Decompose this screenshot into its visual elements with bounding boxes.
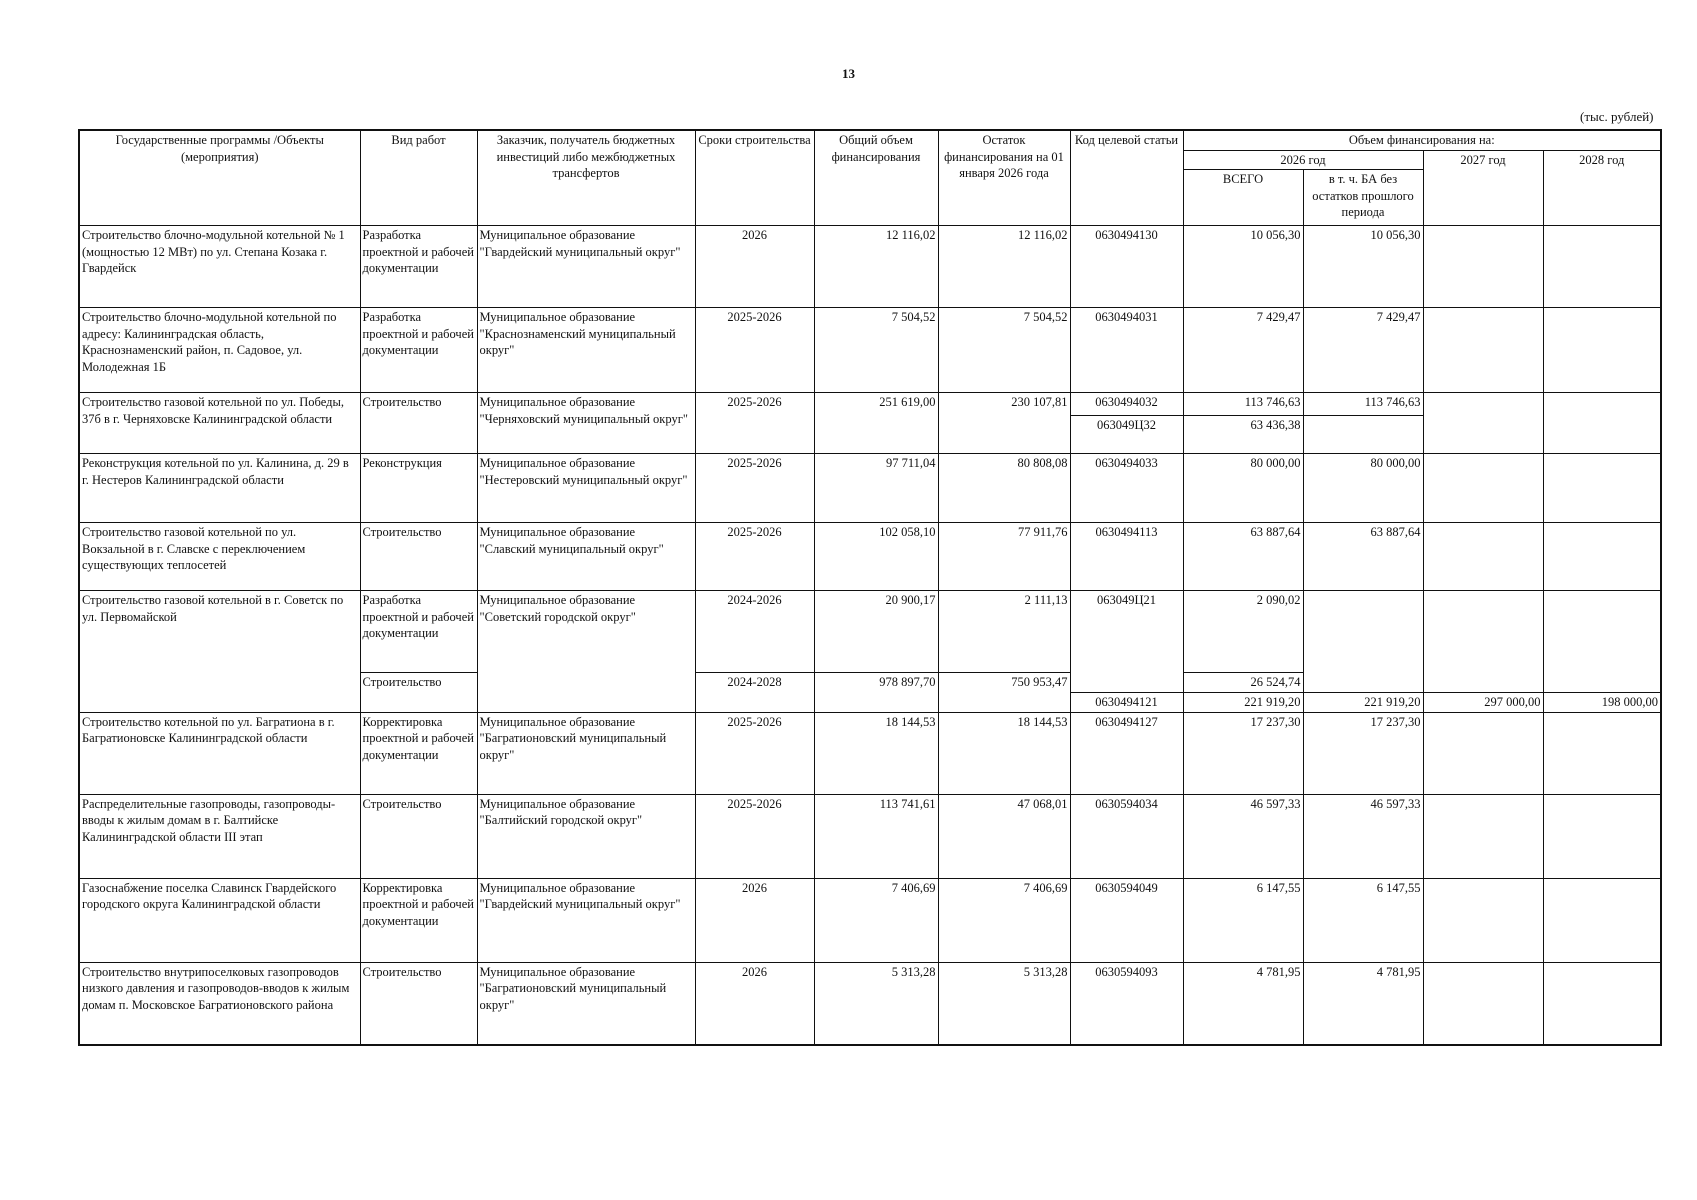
terms-cell: 2024-2026	[695, 591, 814, 673]
terms-cell: 2024-2028	[695, 673, 814, 713]
code-cell: 0630494033	[1070, 454, 1183, 523]
table-header	[79, 130, 1661, 226]
page-number: 13	[842, 66, 855, 81]
balance-cell: 750 953,47	[938, 673, 1070, 713]
y2028-cell	[1543, 962, 1661, 1045]
y2027-cell	[1423, 878, 1543, 962]
units-label: (тыс. рублей)	[1580, 109, 1654, 124]
y2028-cell: 198 000,00	[1543, 693, 1661, 713]
header-year-2027: 2027 год	[1423, 150, 1543, 226]
terms-cell: 2026	[695, 226, 814, 308]
header-balance: Остаток финансирования на 01 января 2026 года	[938, 130, 1070, 226]
total-cell: 113 741,61	[814, 794, 938, 878]
y2027-cell	[1423, 591, 1543, 693]
y2026-total-cell: 7 429,47	[1183, 308, 1303, 393]
table-row	[79, 962, 1661, 1045]
balance-cell: 80 808,08	[938, 454, 1070, 523]
total-cell: 7 504,52	[814, 308, 938, 393]
code-cell: 0630594034	[1070, 794, 1183, 878]
total-cell: 251 619,00	[814, 393, 938, 454]
customer-cell: Муниципальное образование "Советский городской округ"	[477, 591, 695, 713]
y2026-ba-cell: 17 237,30	[1303, 712, 1423, 794]
header-2026-ba: в т. ч. БА без остатков прошлого периода	[1303, 170, 1423, 226]
customer-cell: Муниципальное образование "Багратионовский муниципальный округ"	[477, 712, 695, 794]
program-cell: Строительство газовой котельной в г. Советск по ул. Первомайской	[79, 591, 360, 713]
y2027-cell	[1423, 712, 1543, 794]
y2026-total-cell: 10 056,30	[1183, 226, 1303, 308]
total-cell: 20 900,17	[814, 591, 938, 673]
y2026-total-cell: 63 436,38	[1183, 416, 1303, 454]
code-cell: 0630594049	[1070, 878, 1183, 962]
program-cell: Газоснабжение поселка Славинск Гвардейского городского округа Калининградской области	[79, 878, 360, 962]
y2026-total-cell: 26 524,74	[1183, 673, 1303, 693]
terms-cell: 2026	[695, 878, 814, 962]
work-cell: Реконструкция	[360, 454, 477, 523]
header-funding: Объем финансирования на:	[1183, 130, 1661, 150]
y2028-cell	[1543, 393, 1661, 454]
y2027-cell	[1423, 226, 1543, 308]
header-year-2028: 2028 год	[1543, 150, 1661, 226]
code-cell: 0630494031	[1070, 308, 1183, 393]
header-total: Общий объем финансирования	[814, 130, 938, 226]
program-cell: Строительство газовой котельной по ул. Вокзальной в г. Славске с переключением существующих теплосетей	[79, 523, 360, 591]
y2026-ba-cell	[1303, 591, 1423, 693]
customer-cell: Муниципальное образование "Багратионовский муниципальный округ"	[477, 962, 695, 1045]
balance-cell: 7 406,69	[938, 878, 1070, 962]
y2026-ba-cell: 221 919,20	[1303, 693, 1423, 713]
total-cell: 7 406,69	[814, 878, 938, 962]
balance-cell: 5 313,28	[938, 962, 1070, 1045]
customer-cell: Муниципальное образование "Краснознаменский муниципальный округ"	[477, 308, 695, 393]
table-row	[79, 226, 1661, 308]
y2027-cell	[1423, 454, 1543, 523]
header-work: Вид работ	[360, 130, 477, 226]
y2026-total-cell: 6 147,55	[1183, 878, 1303, 962]
table-body	[79, 226, 1661, 1046]
work-cell: Разработка проектной и рабочей документации	[360, 226, 477, 308]
customer-cell: Муниципальное образование "Славский муниципальный округ"	[477, 523, 695, 591]
table-row	[79, 794, 1661, 878]
y2027-cell	[1423, 794, 1543, 878]
y2027-cell	[1423, 308, 1543, 393]
terms-cell: 2025-2026	[695, 308, 814, 393]
y2026-ba-cell	[1303, 416, 1423, 454]
table-row	[79, 523, 1661, 591]
code-cell: 063049Ц32	[1070, 416, 1183, 454]
work-cell: Строительство	[360, 393, 477, 454]
balance-cell: 2 111,13	[938, 591, 1070, 673]
y2026-total-cell: 63 887,64	[1183, 523, 1303, 591]
work-cell: Корректировка проектной и рабочей документации	[360, 712, 477, 794]
terms-cell: 2025-2026	[695, 712, 814, 794]
y2026-ba-cell: 10 056,30	[1303, 226, 1423, 308]
y2028-cell	[1543, 878, 1661, 962]
table-row	[79, 878, 1661, 962]
program-cell: Строительство газовой котельной по ул. Победы, 37б в г. Черняховске Калининградской области	[79, 393, 360, 454]
balance-cell: 77 911,76	[938, 523, 1070, 591]
total-cell: 5 313,28	[814, 962, 938, 1045]
header-code: Код целевой статьи	[1070, 130, 1183, 226]
header-program: Государственные программы /Объекты (мероприятия)	[79, 130, 360, 226]
customer-cell: Муниципальное образование "Нестеровский муниципальный округ"	[477, 454, 695, 523]
table-row	[79, 591, 1661, 673]
code-cell: 063049Ц21	[1070, 591, 1183, 693]
work-cell: Строительство	[360, 673, 477, 713]
y2028-cell	[1543, 591, 1661, 693]
program-cell: Распределительные газопроводы, газопроводы-вводы к жилым домам в г. Балтийске Калининградской области III этап	[79, 794, 360, 878]
code-cell: 0630494121	[1070, 693, 1183, 713]
customer-cell: Муниципальное образование "Гвардейский муниципальный округ"	[477, 226, 695, 308]
total-cell: 97 711,04	[814, 454, 938, 523]
total-cell: 18 144,53	[814, 712, 938, 794]
code-cell: 0630594093	[1070, 962, 1183, 1045]
y2026-ba-cell: 113 746,63	[1303, 393, 1423, 416]
program-cell: Реконструкция котельной по ул. Калинина, д. 29 в г. Нестеров Калининградской области	[79, 454, 360, 523]
terms-cell: 2025-2026	[695, 393, 814, 454]
code-cell: 0630494127	[1070, 712, 1183, 794]
balance-cell: 7 504,52	[938, 308, 1070, 393]
y2026-ba-cell: 46 597,33	[1303, 794, 1423, 878]
total-cell: 978 897,70	[814, 673, 938, 713]
terms-cell: 2026	[695, 962, 814, 1045]
program-cell: Строительство блочно-модульной котельной по адресу: Калининградская область, Краснознаменский район, п. Садовое, ул. Молодежная 1Б	[79, 308, 360, 393]
y2028-cell	[1543, 523, 1661, 591]
work-cell: Разработка проектной и рабочей документации	[360, 591, 477, 673]
y2028-cell	[1543, 308, 1661, 393]
header-terms: Сроки строительства	[695, 130, 814, 226]
y2026-total-cell: 17 237,30	[1183, 712, 1303, 794]
y2028-cell	[1543, 712, 1661, 794]
y2026-total-cell: 80 000,00	[1183, 454, 1303, 523]
y2026-ba-cell: 6 147,55	[1303, 878, 1423, 962]
table-row	[79, 308, 1661, 393]
y2027-cell	[1423, 393, 1543, 454]
customer-cell: Муниципальное образование "Балтийский городской округ"	[477, 794, 695, 878]
customer-cell: Муниципальное образование "Гвардейский муниципальный округ"	[477, 878, 695, 962]
code-cell: 0630494032	[1070, 393, 1183, 416]
work-cell: Корректировка проектной и рабочей документации	[360, 878, 477, 962]
customer-cell: Муниципальное образование "Черняховский муниципальный округ"	[477, 393, 695, 454]
y2027-cell	[1423, 523, 1543, 591]
terms-cell: 2025-2026	[695, 523, 814, 591]
y2028-cell	[1543, 226, 1661, 308]
header-2026-total: ВСЕГО	[1183, 170, 1303, 226]
program-cell: Строительство котельной по ул. Багратиона в г. Багратионовске Калининградской области	[79, 712, 360, 794]
header-customer: Заказчик, получатель бюджетных инвестиций либо межбюджетных трансфертов	[477, 130, 695, 226]
y2026-total-cell: 113 746,63	[1183, 393, 1303, 416]
total-cell: 102 058,10	[814, 523, 938, 591]
work-cell: Разработка проектной и рабочей документации	[360, 308, 477, 393]
header-year-2026: 2026 год	[1183, 150, 1423, 170]
terms-cell: 2025-2026	[695, 454, 814, 523]
balance-cell: 47 068,01	[938, 794, 1070, 878]
balance-cell: 18 144,53	[938, 712, 1070, 794]
y2026-total-cell: 46 597,33	[1183, 794, 1303, 878]
y2027-cell	[1423, 962, 1543, 1045]
y2026-ba-cell: 63 887,64	[1303, 523, 1423, 591]
table-row	[79, 393, 1661, 416]
work-cell: Строительство	[360, 794, 477, 878]
y2027-cell: 297 000,00	[1423, 693, 1543, 713]
y2028-cell	[1543, 454, 1661, 523]
work-cell: Строительство	[360, 962, 477, 1045]
total-cell: 12 116,02	[814, 226, 938, 308]
y2026-total-cell: 4 781,95	[1183, 962, 1303, 1045]
y2026-ba-cell: 7 429,47	[1303, 308, 1423, 393]
balance-cell: 12 116,02	[938, 226, 1070, 308]
terms-cell: 2025-2026	[695, 794, 814, 878]
financing-table	[78, 129, 1662, 1046]
y2028-cell	[1543, 794, 1661, 878]
y2026-ba-cell: 80 000,00	[1303, 454, 1423, 523]
balance-cell: 230 107,81	[938, 393, 1070, 454]
table-row	[79, 454, 1661, 523]
y2026-ba-cell: 4 781,95	[1303, 962, 1423, 1045]
table-row	[79, 712, 1661, 794]
work-cell: Строительство	[360, 523, 477, 591]
code-cell: 0630494113	[1070, 523, 1183, 591]
program-cell: Строительство блочно-модульной котельной № 1 (мощностью 12 МВт) по ул. Степана Козака г. Гвардейск	[79, 226, 360, 308]
y2026-total-cell: 221 919,20	[1183, 693, 1303, 713]
program-cell: Строительство внутрипоселковых газопроводов низкого давления и газопроводов-вводов к жилым домам п. Московское Багратионовского района	[79, 962, 360, 1045]
code-cell: 0630494130	[1070, 226, 1183, 308]
y2026-total-cell: 2 090,02	[1183, 591, 1303, 673]
